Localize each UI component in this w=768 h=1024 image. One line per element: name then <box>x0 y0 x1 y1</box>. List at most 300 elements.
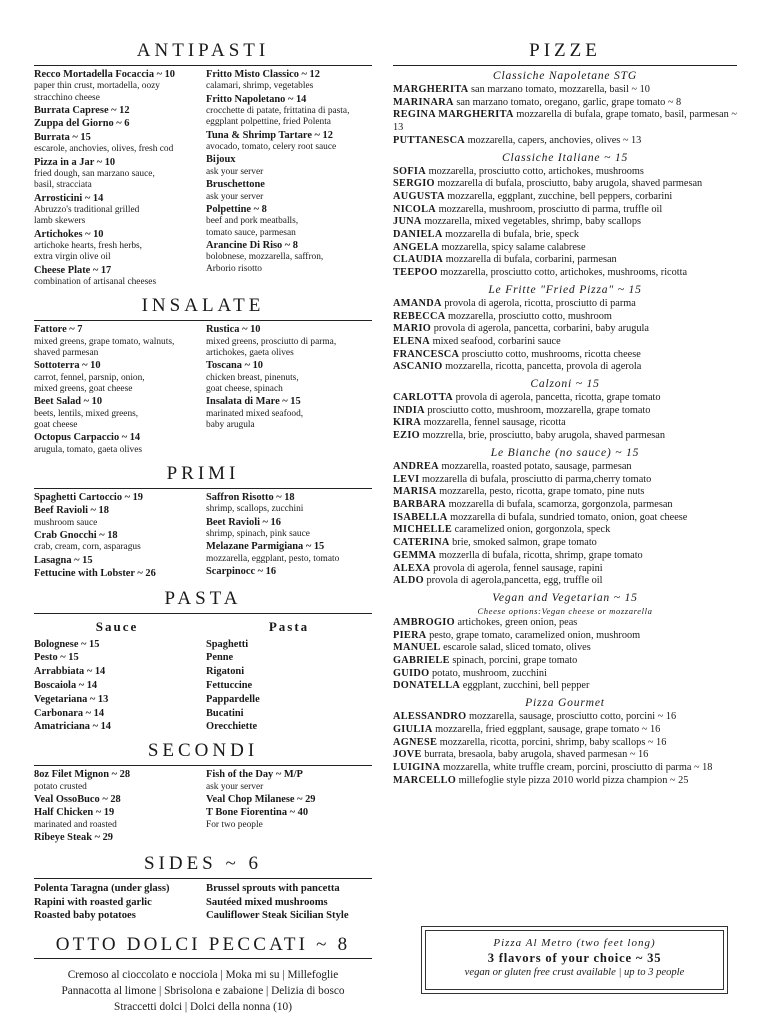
menu-item <box>34 132 200 156</box>
pizza-description: mixed seafood, corbarini sauce <box>432 335 561 347</box>
menu-item <box>34 118 200 130</box>
sauce-item: Amatriciana ~ 14 <box>34 721 111 733</box>
menu-item-description: artichokes, gaeta olives <box>206 347 294 358</box>
secondi-left-list <box>34 769 200 845</box>
pizza-item <box>393 97 737 110</box>
pizze-title: PIZZE <box>393 38 737 66</box>
menu-item <box>206 154 372 178</box>
secondi-title: SECONDI <box>34 738 372 766</box>
pizza-name: LUIGINA <box>393 761 441 773</box>
menu-item-description: For two people <box>206 819 263 830</box>
sauce-column <box>34 617 200 735</box>
menu-item-name: Tuna & Shrimp Tartare ~ 12 <box>206 129 333 141</box>
menu-item-description: Abruzzo's traditional grilled <box>34 204 140 215</box>
menu-item-name: Crab Gnocchi ~ 18 <box>34 530 118 542</box>
menu-item-description: paper thin crust, mortadella, oozy <box>34 81 160 92</box>
menu-item-description: mushroom sauce <box>34 517 98 528</box>
menu-item-name: Veal OssoBuco ~ 28 <box>34 793 121 805</box>
pizza-name: AMANDA <box>393 297 442 309</box>
dolci-line: Straccetti dolci | Dolci della nonna (10) <box>114 1000 292 1013</box>
menu-item-name: Beet Salad ~ 10 <box>34 396 103 408</box>
menu-item-description: stracchino cheese <box>34 92 100 103</box>
menu-item-name: Veal Chop Milanese ~ 29 <box>206 793 316 805</box>
menu-item-name: Spaghetti Cartoccio ~ 19 <box>34 491 144 503</box>
pizza-name: AGNESE <box>393 736 438 748</box>
pizza-item <box>393 178 737 191</box>
pizza-description: mozzerlla di bufala, ricotta, shrimp, grape tomato <box>438 549 643 561</box>
pizza-item <box>393 775 737 788</box>
pizza-group-heading: Classiche Napoletane STG <box>492 69 638 82</box>
pizza-group <box>393 151 737 280</box>
pizza-group-note: Cheese options:Vegan cheese or mozzarella <box>477 605 653 616</box>
pizza-description: mozzarella, eggplant, zucchine, bell peppers, corbarini <box>447 190 673 202</box>
menu-item-description: mixed greens, grape tomato, walnuts, <box>34 336 175 347</box>
pizza-name: INDIA <box>393 404 425 416</box>
pizza-item <box>393 242 737 255</box>
menu-item-name: Pizza in a Jar ~ 10 <box>34 156 116 168</box>
pizza-name: DANIELA <box>393 229 443 241</box>
menu-item-description: chicken breast, pinenuts, <box>206 372 299 383</box>
dolci-list <box>34 967 372 1015</box>
pizza-name: SOFIA <box>393 165 426 177</box>
menu-item-description: mozzarella, eggplant, pesto, tomato <box>206 553 340 564</box>
pizza-name: ISABELLA <box>393 511 448 523</box>
pizza-group-heading: Calzoni ~ 15 <box>530 377 600 391</box>
menu-item <box>34 568 200 580</box>
pizza-name: GUIDO <box>393 667 430 679</box>
menu-item <box>34 432 200 456</box>
pasta-shape-item: Spaghetti <box>206 638 249 650</box>
pizza-name: AMBROGIO <box>393 616 455 628</box>
pizza-item <box>393 524 737 537</box>
metro-price: 3 flavors of your choice ~ 35 <box>487 951 662 965</box>
pizza-item <box>393 680 737 693</box>
menu-item-name: Bijoux <box>206 154 236 166</box>
pizza-name: REGINA MARGHERITA <box>393 109 514 121</box>
pasta-section <box>34 617 372 735</box>
antipasti-left-list <box>34 69 200 289</box>
left-column <box>34 38 372 1015</box>
menu-item <box>206 240 372 275</box>
pizza-item <box>393 474 737 487</box>
sauce-item: Arrabbiata ~ 14 <box>34 666 106 678</box>
menu-item-description: extra virgin olive oil <box>34 252 111 263</box>
menu-item <box>206 541 372 565</box>
pizza-name: NICOLA <box>393 203 436 215</box>
menu-item-description: Arborio risotto <box>206 263 262 274</box>
pizza-name: ASCANIO <box>393 361 443 373</box>
pizza-description: mozzarella, pesto, ricotta, grape tomato, pine nuts <box>439 486 645 498</box>
pizza-name: BARBARA <box>393 498 447 510</box>
pizza-description: mozzarella di bufala, prosciutto di parma,cherry tomato <box>421 473 652 485</box>
insalate-section <box>34 324 372 457</box>
menu-item-name: Zuppa del Giorno ~ 6 <box>34 118 130 130</box>
menu-item <box>34 69 200 104</box>
insalate-title: INSALATE <box>34 293 372 321</box>
pasta-shape-item: Penne <box>206 652 234 664</box>
pasta-heading: Pasta <box>268 618 310 634</box>
menu-item-description: shaved parmesan <box>34 347 99 358</box>
pizza-item <box>393 254 737 267</box>
menu-item <box>206 69 372 93</box>
pizza-description: potato, mushroom, zucchini <box>431 667 547 679</box>
menu-item-description: avocado, tomato, celery root sauce <box>206 142 337 153</box>
pizze-groups <box>393 69 737 787</box>
menu-item <box>34 555 200 567</box>
menu-item <box>206 204 372 239</box>
menu-item-name: Burrata Caprese ~ 12 <box>34 105 130 116</box>
sauce-item: Bolognese ~ 15 <box>34 638 100 650</box>
menu-item-description: ask your server <box>206 781 264 792</box>
pizza-item <box>393 642 737 655</box>
menu-item-name: Recco Mortadella Focaccia ~ 10 <box>34 69 176 80</box>
antipasti-right-list <box>206 69 372 289</box>
pizza-name: SERGIO <box>393 178 435 190</box>
pizza-item <box>393 392 737 405</box>
pizza-name: FRANCESCA <box>393 348 460 360</box>
menu-item-description: tomato sauce, parmesan <box>206 227 296 238</box>
sauce-heading: Sauce <box>95 618 139 634</box>
menu-item-name: Fettucine with Lobster ~ 26 <box>34 568 156 580</box>
menu-item-description: beets, lentils, mixed greens, <box>34 408 139 419</box>
side-item: Brussel sprouts with pancetta <box>206 883 340 895</box>
menu-item-name: Polpettine ~ 8 <box>206 203 267 215</box>
dolci-title: OTTO DOLCI PECCATI ~ 8 <box>34 932 372 959</box>
menu-item-description: beef and pork meatballs, <box>206 216 299 227</box>
menu-item <box>34 265 200 289</box>
menu-item-description: crab, cream, corn, asparagus <box>34 542 141 553</box>
menu-item <box>206 130 372 154</box>
pizza-name: PUTTANESCA <box>393 134 466 146</box>
pizza-group <box>393 591 737 693</box>
pizza-description: mozzarella di bufala, brie, speck <box>445 229 579 241</box>
pizza-group-heading: Vegan and Vegetarian ~ 15 <box>492 590 638 604</box>
pizza-description: mozzarella di bufala, sundried tomato, onion, goat cheese <box>450 511 688 523</box>
pizza-name: ANDREA <box>393 460 439 472</box>
pizza-name: MARINARA <box>393 96 454 108</box>
menu-item-description: combination of artisanal cheeses <box>34 276 157 287</box>
pizza-item <box>393 361 737 374</box>
pizza-description: san marzano tomato, oregano, garlic, grape tomato ~ 8 <box>456 96 682 108</box>
pizza-item <box>393 336 737 349</box>
pasta-shape-item: Orecchiette <box>206 721 258 733</box>
menu-item-name: 8oz Filet Mignon ~ 28 <box>34 769 131 781</box>
menu-item-name: Cheese Plate ~ 17 <box>34 264 112 276</box>
pizza-item <box>393 267 737 280</box>
menu-item-description: shrimp, scallops, zucchini <box>206 504 304 515</box>
menu-item <box>206 769 372 793</box>
pizza-name: MARIO <box>393 323 432 335</box>
menu-item <box>34 807 200 831</box>
menu-item <box>34 794 200 806</box>
pizza-item <box>393 191 737 204</box>
menu-item-name: Beet Ravioli ~ 16 <box>206 516 281 528</box>
menu-item-name: Saffron Risotto ~ 18 <box>206 491 295 503</box>
pizza-description: mozzarella, roasted potato, sausage, parmesan <box>441 460 632 472</box>
pizza-name: GEMMA <box>393 549 437 561</box>
pizza-group-heading: Pizza Gourmet <box>525 696 605 710</box>
pizza-description: mozzarella di bufala, corbarini, parmesan <box>445 254 617 266</box>
menu-item-name: Insalata di Mare ~ 15 <box>206 396 301 408</box>
pasta-column <box>206 617 372 735</box>
menu-item <box>34 530 200 554</box>
pizza-description: mozzarella, fried eggplant, sausage, grape tomato ~ 16 <box>435 723 661 735</box>
pizza-description: mozzarella di bufala, prosciutto, baby arugola, shaved parmesan <box>437 178 703 190</box>
antipasti-section <box>34 69 372 289</box>
menu-item-description: mixed greens, prosciutto di parma, <box>206 336 337 347</box>
pizza-description: mozzarella, prosciutto cotto, artichokes, mushrooms, ricotta <box>440 267 688 279</box>
menu-item-name: Fritto Misto Classico ~ 12 <box>206 69 320 80</box>
pizza-description: mozzarella, prosciutto cotto, mushroom <box>448 310 612 322</box>
pizza-item <box>393 737 737 750</box>
pizza-name: KIRA <box>393 417 422 429</box>
menu-item-name: Toscana ~ 10 <box>206 360 263 372</box>
menu-item-description: escarole, anchovies, olives, fresh cod <box>34 144 174 155</box>
pizza-group-heading: Le Fritte "Fried Pizza" ~ 15 <box>488 282 642 296</box>
pasta-shape-item: Fettuccine <box>206 679 253 691</box>
pizza-description: provola di agerola,pancetta, egg, truffle oil <box>426 575 603 587</box>
pizza-description: mozzarella, mixed vegetables, shrimp, baby scallops <box>424 216 641 228</box>
pizza-description: provola di agerola, pancetta, corbarini, baby arugula <box>433 323 649 335</box>
insalate-right-list <box>206 324 372 457</box>
side-item: Cauliflower Steak Sicilian Style <box>206 909 349 921</box>
menu-item-name: Arrosticini ~ 14 <box>34 192 104 204</box>
menu-item <box>34 360 200 395</box>
menu-item-description: eggplant polpettine, fried Polenta <box>206 117 331 128</box>
menu-item-name: Arancine Di Riso ~ 8 <box>206 239 298 251</box>
menu-item-description: crocchette di patate, frittatina di pasta, <box>206 106 350 117</box>
pizza-description: mozzarella, capers, anchovies, olives ~ 13 <box>467 134 642 146</box>
pizza-description: prosciutto cotto, mushrooms, ricotta cheese <box>461 348 641 360</box>
menu-item-name: Fattore ~ 7 <box>34 324 83 336</box>
pizza-group <box>393 69 737 148</box>
pizza-description: eggplant, zucchini, bell pepper <box>462 680 590 692</box>
menu-item-description: baby arugula <box>206 419 255 430</box>
pizza-item <box>393 550 737 563</box>
menu-item-name: T Bone Fiorentina ~ 40 <box>206 807 309 819</box>
pizza-description: brie, smoked salmon, grape tomato <box>452 537 597 549</box>
pizza-item <box>393 499 737 512</box>
pizza-name: ALDO <box>393 575 424 587</box>
pizza-item <box>393 84 737 97</box>
pizza-name: ALESSANDRO <box>393 711 467 723</box>
metro-note: vegan or gluten free crust available | up to 3 people <box>464 967 685 978</box>
side-item: Rapini with roasted garlic <box>34 896 152 908</box>
menu-item <box>206 360 372 395</box>
menu-item-name: Burrata ~ 15 <box>34 131 91 143</box>
pizza-description: mozzarella, prosciutto cotto, artichokes, mushrooms <box>428 165 644 177</box>
pizza-item <box>393 655 737 668</box>
sauce-item: Boscaiola ~ 14 <box>34 679 98 691</box>
menu-item <box>206 179 372 203</box>
pizza-name: REBECCA <box>393 310 446 322</box>
menu-item <box>206 94 372 129</box>
side-item: Roasted baby potatoes <box>34 909 136 921</box>
menu-item-name: Melazane Parmigiana ~ 15 <box>206 541 325 553</box>
side-item: Sautéed mixed mushrooms <box>206 896 328 908</box>
pizza-item <box>393 563 737 576</box>
menu-item-name: Scarpinocc ~ 16 <box>206 566 277 578</box>
insalate-left-list <box>34 324 200 457</box>
pizza-description: mozzarella, sausage, prosciutto cotto, porcini ~ 16 <box>468 711 677 723</box>
menu-item-description: potato crusted <box>34 781 87 792</box>
pizza-item <box>393 461 737 474</box>
pizza-item <box>393 323 737 336</box>
pizza-name: MANUEL <box>393 642 441 654</box>
pizza-name: MARISA <box>393 486 437 498</box>
pizza-name: ALEXA <box>393 562 431 574</box>
pizza-description: caramelized onion, gorgonzola, speck <box>454 524 611 536</box>
pizza-group <box>393 446 737 588</box>
pizza-description: mozzarella, fennel sausage, ricotta <box>423 417 566 429</box>
sides-right-list <box>206 882 372 922</box>
pizza-group <box>393 377 737 443</box>
pizza-name: MARGHERITA <box>393 84 469 95</box>
menu-item <box>34 105 200 117</box>
pizza-item <box>393 537 737 550</box>
menu-item <box>34 396 200 431</box>
menu-item <box>206 324 372 359</box>
pizza-name: PIERA <box>393 629 427 641</box>
antipasti-title: ANTIPASTI <box>34 38 372 66</box>
menu-item-description: bolobnese, mozzarella, saffron, <box>206 252 324 263</box>
menu-item-name: Fish of the Day ~ M/P <box>206 769 303 781</box>
menu-item-description: goat cheese, spinach <box>206 383 283 394</box>
pizza-item <box>393 405 737 418</box>
pizza-name: CARLOTTA <box>393 392 453 404</box>
pasta-shape-item: Bucatini <box>206 707 244 719</box>
pizza-item <box>393 575 737 588</box>
pizza-description: millefoglie style pizza 2010 world pizza champion ~ 25 <box>458 774 689 786</box>
menu-item-name: Ribeye Steak ~ 29 <box>34 831 114 843</box>
pizza-name: JOVE <box>393 749 422 761</box>
menu-item <box>34 492 200 504</box>
primi-left-list <box>34 492 200 582</box>
menu-item-description: fried dough, san marzano sauce, <box>34 168 155 179</box>
menu-item-description: marinated mixed seafood, <box>206 408 304 419</box>
primi-section <box>34 492 372 582</box>
menu-item <box>206 396 372 431</box>
pizza-description: burrata, bresaola, baby arugola, shaved parmesan ~ 16 <box>424 749 649 761</box>
pizza-description: escarole salad, sliced tomato, olives <box>443 642 591 654</box>
pizza-item <box>393 311 737 324</box>
pizza-description: san marzano tomato, mozzarella, basil ~ 10 <box>471 84 650 95</box>
primi-right-list <box>206 492 372 582</box>
pizza-description: artichokes, green onion, peas <box>457 616 578 628</box>
pizza-item <box>393 630 737 643</box>
menu-item-name: Fritto Napoletano ~ 14 <box>206 93 307 105</box>
pizza-description: provola di agerola, fennel sausage, rapini <box>433 562 603 574</box>
pizza-item <box>393 668 737 681</box>
menu-item-name: Sottoterra ~ 10 <box>34 360 101 372</box>
pizza-group-heading: Classiche Italiane ~ 15 <box>501 150 629 164</box>
pizza-item <box>393 486 737 499</box>
menu-item-description: marinated and roasted <box>34 819 117 830</box>
pizza-description: mozzarella, ricotta, pancetta, provola di agerola <box>445 361 642 373</box>
menu-item <box>206 794 372 806</box>
pizza-item <box>393 762 737 775</box>
menu-item-description: shrimp, spinach, pink sauce <box>206 529 310 540</box>
pizza-item <box>393 617 737 630</box>
right-column <box>393 38 737 787</box>
menu-item-name: Octopus Carpaccio ~ 14 <box>34 432 141 444</box>
pizza-name: TEEPOO <box>393 267 438 279</box>
menu-item-description: arugula, tomato, gaeta olives <box>34 444 143 455</box>
menu-item-description: basil, stracciata <box>34 180 92 191</box>
menu-item-description: goat cheese <box>34 419 78 430</box>
pizza-name: AUGUSTA <box>393 190 445 202</box>
pizza-description: mozzarella, white truffle cream, porcini, prosciutto di parma ~ 18 <box>442 761 713 773</box>
dolci-line: Cremoso al cioccolato e nocciola | Moka mi su | Millefoglie <box>67 968 339 981</box>
pizza-item <box>393 204 737 217</box>
pizza-item <box>393 724 737 737</box>
sides-title: SIDES ~ 6 <box>34 851 372 879</box>
menu-item <box>34 769 200 793</box>
pizza-item <box>393 135 737 148</box>
sauce-item: Vegetariana ~ 13 <box>34 693 109 705</box>
pizza-group-heading: Le Bianche (no sauce) ~ 15 <box>490 445 640 459</box>
pasta-title: PASTA <box>34 586 372 614</box>
menu-item <box>206 566 372 578</box>
metro-title: Pizza Al Metro (two feet long) <box>493 937 656 949</box>
pizza-description: mozzarella di bufala, grape tomato, basil, parmesan ~ 13 <box>393 109 737 134</box>
pizza-name: ELENA <box>393 335 430 347</box>
pizza-item <box>393 417 737 430</box>
menu-item-name: Rustica ~ 10 <box>206 324 261 336</box>
menu-item-name: Lasagna ~ 15 <box>34 554 93 566</box>
pizza-item <box>393 749 737 762</box>
menu-item <box>34 832 200 844</box>
menu-item <box>206 517 372 541</box>
menu-item <box>206 807 372 831</box>
pizza-item <box>393 166 737 179</box>
pizza-item <box>393 298 737 311</box>
pizza-description: mozzrella, brie, prosciutto, baby arugola, shaved parmesan <box>422 430 665 442</box>
pizza-description: pesto, grape tomato, caramelized onion, mushroom <box>429 629 641 641</box>
pizza-name: LEVI <box>393 473 420 485</box>
sides-left-list <box>34 882 200 922</box>
pizza-item <box>393 109 737 134</box>
pizza-name: ANGELA <box>393 241 439 253</box>
menu-item-description: ask your server <box>206 166 264 177</box>
pizza-description: mozzarella di bufala, scamorza, gorgonzola, parmesan <box>448 498 673 510</box>
menu-item <box>206 492 372 516</box>
secondi-right-list <box>206 769 372 845</box>
pizza-description: spinach, porcini, grape tomato <box>452 655 578 667</box>
pizza-name: MARCELLO <box>393 774 457 786</box>
menu-item-description: lamb skewers <box>34 216 86 227</box>
pizza-name: MICHELLE <box>393 524 453 536</box>
menu-item-name: Beef Ravioli ~ 18 <box>34 505 109 517</box>
pizza-description: mozzarella, ricotta, porcini, shrimp, baby scallops ~ 16 <box>439 736 667 748</box>
pizza-description: prosciutto cotto, mushroom, mozzarella, grape tomato <box>427 404 651 416</box>
pizza-name: CATERINA <box>393 537 450 549</box>
pasta-shape-item: Pappardelle <box>206 693 260 705</box>
sauce-item: Pesto ~ 15 <box>34 652 79 664</box>
pizza-description: provola di agerola, pancetta, ricotta, grape tomato <box>455 392 661 404</box>
primi-title: PRIMI <box>34 461 372 489</box>
side-item: Polenta Taragna (under glass) <box>34 883 170 895</box>
pizza-al-metro-box <box>421 926 728 994</box>
menu-item <box>34 324 200 359</box>
pizza-description: provola di agerola, ricotta, prosciutto di parma <box>444 297 636 309</box>
sides-section <box>34 882 372 922</box>
pizza-item <box>393 349 737 362</box>
menu-item-description: calamari, shrimp, vegetables <box>206 81 314 92</box>
pizza-name: DONATELLA <box>393 680 461 692</box>
pizza-item <box>393 229 737 242</box>
menu-item-description: carrot, fennel, parsnip, onion, <box>34 372 145 383</box>
